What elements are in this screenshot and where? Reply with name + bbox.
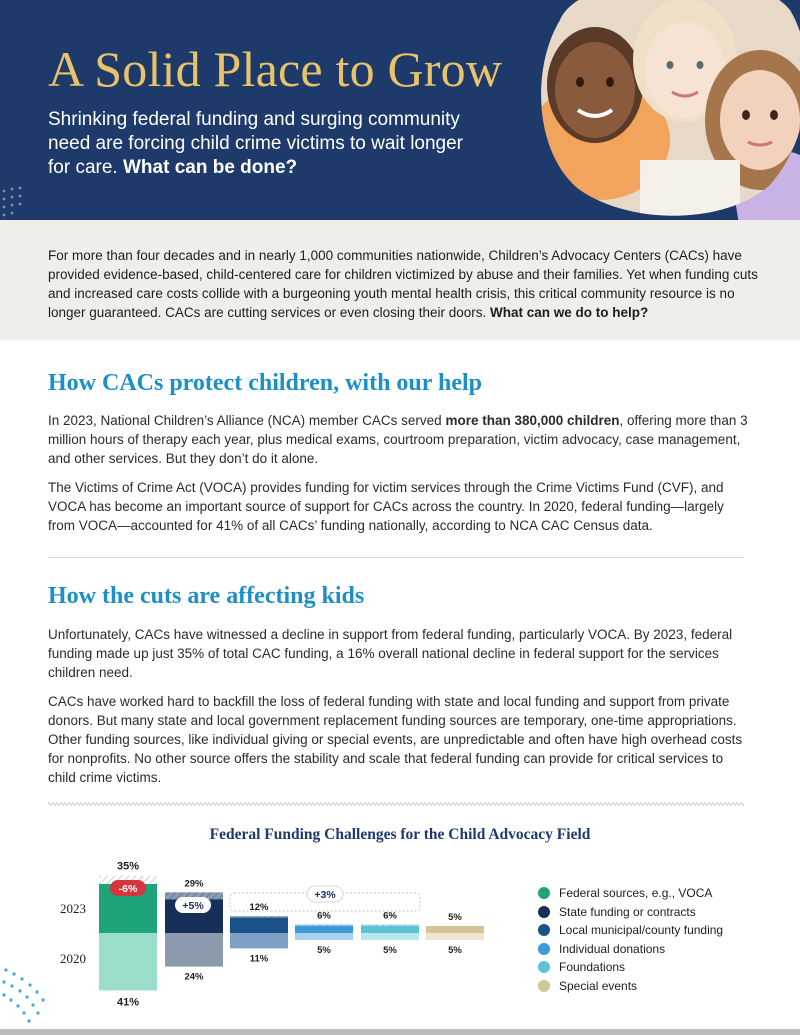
legend-label: Local municipal/county funding bbox=[559, 923, 724, 938]
legend-label: Federal sources, e.g., VOCA bbox=[559, 886, 713, 901]
section2-paragraph-1: Unfortunately, CACs have witnessed a decline in support from federal funding, particularly VOCA. By 2023, federal funding made up just 35% of total CAC funding, a 16% overall national decline in federal support for the services children need. bbox=[48, 627, 733, 680]
value-label-2023: 35% bbox=[116, 860, 140, 873]
intro-text: For more than four decades and in nearly 1,000 communities nationwide, Children’s Advocacy Centers (CACs) have provided evidence-based, child-centered care for children victimized by abuse and their families. Yet when funding cuts and increased care costs collide with a burgeoning youth mental health crisis, this critical community resource is no longer guaranteed. CACs are cutting services or even closing their doors. bbox=[48, 248, 758, 320]
chart-legend bbox=[538, 884, 723, 995]
section-heading-protect: How CACs protect children, with our help bbox=[48, 370, 483, 396]
section2-paragraph-2: CACs have worked hard to backfill the loss of federal funding with state and local funding and support from private donors. But many state and local government replacement funding sources are temporary, one-time appropriations. Other funding sources, like individual giving or special events, are unpredictable and often have high overhead costs for nonprofits. No other source offers the stability and scale that federal funding can provide for critical services to child crime victims. bbox=[48, 694, 743, 785]
value-label-2020: 41% bbox=[116, 996, 140, 1009]
legend-dot bbox=[538, 943, 550, 955]
legend-item-events bbox=[538, 977, 723, 996]
bar-2023 bbox=[426, 926, 484, 933]
page-title: A Solid Place to Grow bbox=[48, 41, 503, 97]
decorative-dots-bottom bbox=[0, 950, 60, 1030]
hero-subtitle-text: Shrinking federal funding and surging community need are forcing child crime victims to wait longer for care. bbox=[48, 109, 464, 178]
bar-2020 bbox=[361, 933, 419, 940]
value-label-2020: 5% bbox=[317, 945, 331, 956]
value-label-2020: 24% bbox=[184, 971, 204, 983]
change-label-other: +3% bbox=[314, 889, 336, 901]
legend-dot bbox=[538, 961, 550, 973]
bar-increase-hatch bbox=[361, 925, 419, 926]
bar-2020 bbox=[295, 933, 353, 940]
value-label-2023: 29% bbox=[184, 878, 204, 890]
section1-p1-after: , offering more than 3 million hours of therapy each year, plus medical exams, courtroom preparation, victim advocacy, case management, and other services. But they don’t do it alone. bbox=[48, 413, 748, 466]
change-label-state: +5% bbox=[182, 900, 204, 912]
bar-2023 bbox=[230, 916, 288, 933]
bar-2020 bbox=[99, 933, 157, 990]
hero-subtitle-bold: What can be done? bbox=[122, 157, 298, 178]
bar-2020 bbox=[426, 933, 484, 940]
bottom-bar bbox=[0, 1029, 800, 1035]
legend-item-state bbox=[538, 903, 723, 922]
legend-dot bbox=[538, 887, 550, 899]
value-label-2023: 5% bbox=[448, 912, 462, 923]
legend-label: Individual donations bbox=[559, 941, 666, 956]
legend-item-individual bbox=[538, 940, 723, 959]
bar-increase-hatch bbox=[295, 925, 353, 926]
section1-p1-before: In 2023, National Children’s Alliance (NCA) member CACs served bbox=[48, 413, 442, 428]
bar-2020 bbox=[165, 933, 223, 967]
row-label-2020: 2020 bbox=[60, 951, 86, 966]
legend-label: Special events bbox=[559, 978, 638, 993]
legend-label: Foundations bbox=[559, 960, 626, 975]
change-label-federal: -6% bbox=[118, 883, 138, 895]
value-label-2023: 6% bbox=[317, 910, 331, 922]
legend-dot bbox=[538, 906, 550, 918]
legend-item-local bbox=[538, 921, 723, 940]
legend-label: State funding or contracts bbox=[559, 904, 696, 919]
bar-2020 bbox=[230, 933, 288, 948]
value-label-2020: 5% bbox=[448, 945, 462, 956]
legend-item-federal bbox=[538, 884, 723, 903]
legend-dot bbox=[538, 980, 550, 992]
chart-title: Federal Funding Challenges for the Child Advocacy Field bbox=[209, 826, 591, 843]
intro-bold: What can we do to help? bbox=[490, 305, 649, 320]
value-label-2020: 5% bbox=[383, 945, 397, 956]
value-label-2020: 11% bbox=[249, 953, 269, 965]
value-label-2023: 12% bbox=[249, 902, 269, 914]
section1-p1-bold: more than 380,000 children bbox=[445, 413, 620, 428]
section-heading-cuts: How the cuts are affecting kids bbox=[48, 583, 365, 609]
legend-item-foundations bbox=[538, 958, 723, 977]
section1-paragraph-2: The Victims of Crime Act (VOCA) provides funding for victim services through the Crime Victims Fund (CVF), and VOCA has become an important source of support for CACs across the country. In 2020, federal funding—largely from VOCA—accounted for 41% of all CACs’ funding nationally, according to NCA CAC Census data. bbox=[48, 480, 724, 533]
legend-dot bbox=[538, 924, 550, 936]
value-label-2023: 6% bbox=[383, 910, 397, 922]
bar-increase-hatch bbox=[230, 916, 288, 917]
row-label-2023: 2023 bbox=[60, 901, 86, 916]
